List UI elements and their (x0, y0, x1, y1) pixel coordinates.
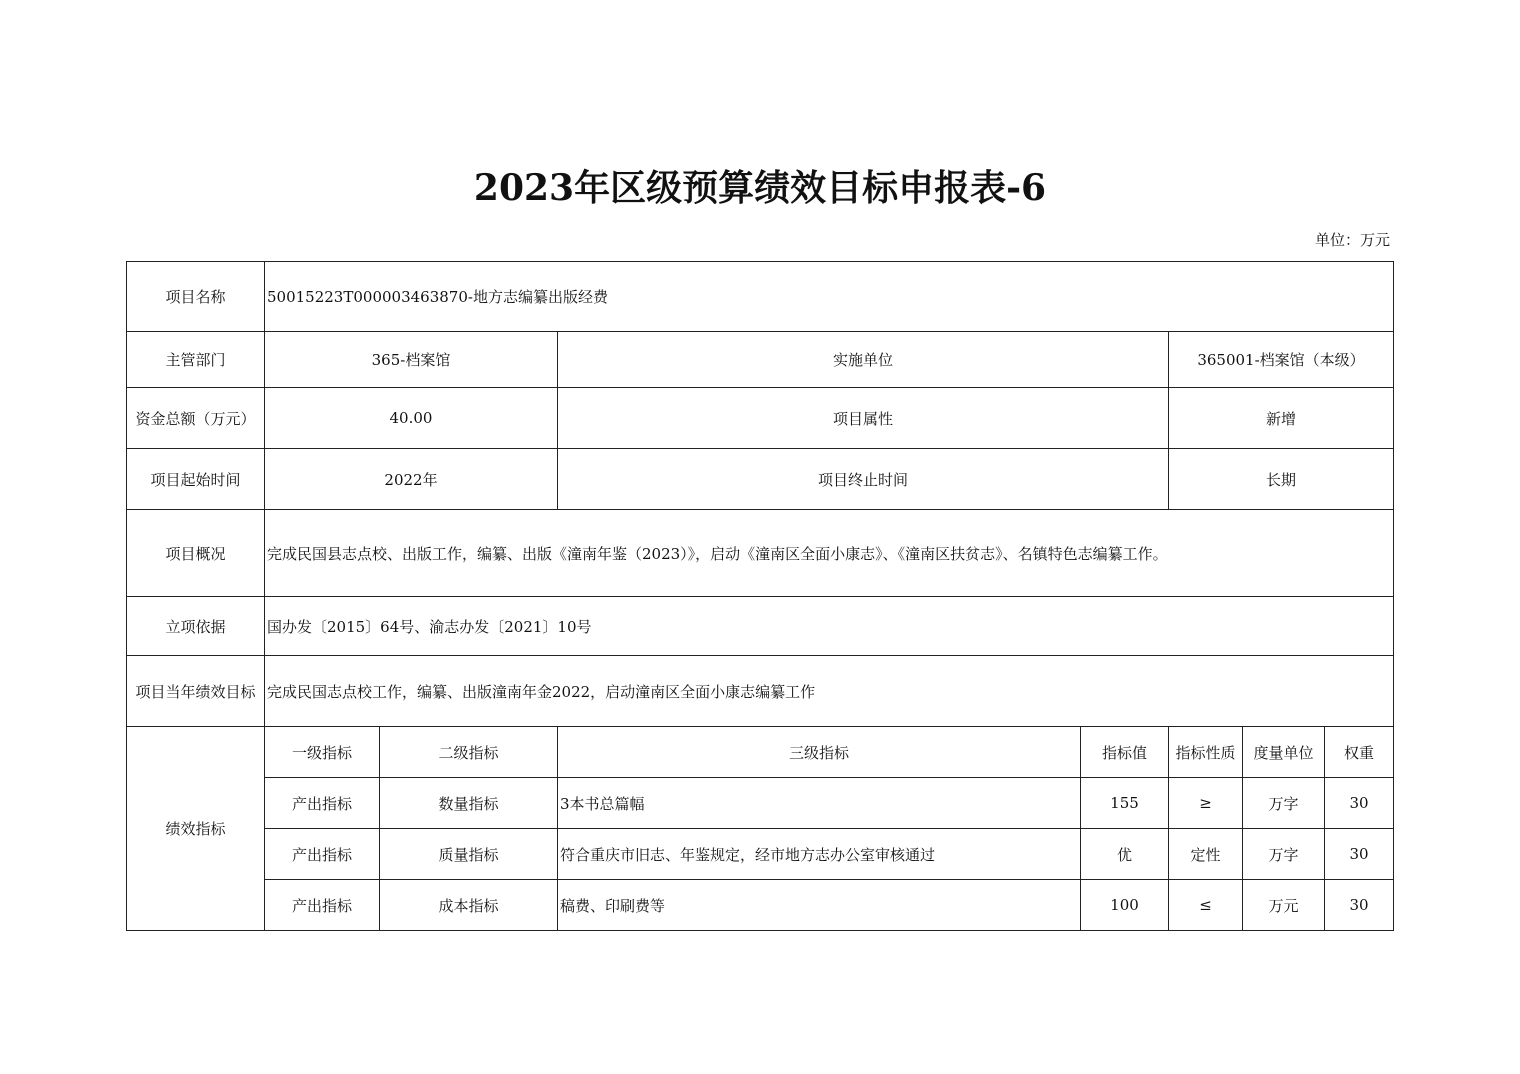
unit-label: 单位：万元 (1314, 231, 1390, 249)
indicator-level3: 稿费、印刷费等 (558, 880, 1081, 931)
header-level2: 二级指标 (380, 727, 558, 778)
project-attribute-value: 新增 (1169, 388, 1394, 449)
indicator-nature: ≤ (1169, 880, 1243, 931)
budget-form-table (126, 261, 1394, 931)
indicator-row (127, 778, 1394, 829)
end-time-value: 长期 (1169, 449, 1394, 510)
project-name-value: 50015223T000003463870-地方志编纂出版经费 (265, 262, 1394, 332)
indicator-level3: 3本书总篇幅 (558, 778, 1081, 829)
indicator-nature: ≥ (1169, 778, 1243, 829)
indicator-level1: 产出指标 (265, 880, 380, 931)
indicator-unit: 万元 (1243, 880, 1325, 931)
funds-label: 资金总额（万元） (127, 388, 265, 449)
header-value: 指标值 (1081, 727, 1169, 778)
annual-goal-label: 项目当年绩效目标 (127, 656, 265, 727)
overview-value: 完成民国县志点校、出版工作，编纂、出版《潼南年鉴（2023）》，启动《潼南区全面小康志》、《潼南区扶贫志》、名镇特色志编纂工作。 (265, 510, 1394, 597)
indicator-level3: 符合重庆市旧志、年鉴规定，经市地方志办公室审核通过 (558, 829, 1081, 880)
indicator-weight: 30 (1325, 829, 1394, 880)
indicator-value: 优 (1081, 829, 1169, 880)
implementing-unit-value: 365001-档案馆（本级） (1169, 332, 1394, 388)
indicator-row (127, 880, 1394, 931)
start-time-value: 2022年 (265, 449, 558, 510)
indicator-level2: 成本指标 (380, 880, 558, 931)
row-start-time (127, 449, 1394, 510)
funds-value: 40.00 (265, 388, 558, 449)
indicator-level1: 产出指标 (265, 778, 380, 829)
indicator-weight: 30 (1325, 778, 1394, 829)
page-title: 2023年区级预算绩效目标申报表-6 (473, 167, 1047, 209)
department-label: 主管部门 (127, 332, 265, 388)
basis-label: 立项依据 (127, 597, 265, 656)
start-time-label: 项目起始时间 (127, 449, 265, 510)
indicator-unit: 万字 (1243, 829, 1325, 880)
indicator-weight: 30 (1325, 880, 1394, 931)
basis-value: 国办发〔2015〕64号、渝志办发〔2021〕10号 (265, 597, 1394, 656)
indicator-level1: 产出指标 (265, 829, 380, 880)
overview-label: 项目概况 (127, 510, 265, 597)
project-attribute-label: 项目属性 (558, 388, 1169, 449)
row-project-name (127, 262, 1394, 332)
indicator-level2: 质量指标 (380, 829, 558, 880)
end-time-label: 项目终止时间 (558, 449, 1169, 510)
indicator-row (127, 829, 1394, 880)
row-basis (127, 597, 1394, 656)
row-overview (127, 510, 1394, 597)
header-level3: 三级指标 (558, 727, 1081, 778)
department-value: 365-档案馆 (265, 332, 558, 388)
header-nature: 指标性质 (1169, 727, 1243, 778)
indicator-nature: 定性 (1169, 829, 1243, 880)
row-department (127, 332, 1394, 388)
indicator-header-row (127, 727, 1394, 778)
annual-goal-value: 完成民国志点校工作，编纂、出版潼南年金2022，启动潼南区全面小康志编纂工作 (265, 656, 1394, 727)
indicator-level2: 数量指标 (380, 778, 558, 829)
indicator-unit: 万字 (1243, 778, 1325, 829)
project-name-label: 项目名称 (127, 262, 265, 332)
indicator-value: 100 (1081, 880, 1169, 931)
indicator-value: 155 (1081, 778, 1169, 829)
row-annual-goal (127, 656, 1394, 727)
row-funds (127, 388, 1394, 449)
header-weight: 权重 (1325, 727, 1394, 778)
implementing-unit-label: 实施单位 (558, 332, 1169, 388)
header-unit: 度量单位 (1243, 727, 1325, 778)
indicators-label: 绩效指标 (127, 727, 265, 931)
header-level1: 一级指标 (265, 727, 380, 778)
